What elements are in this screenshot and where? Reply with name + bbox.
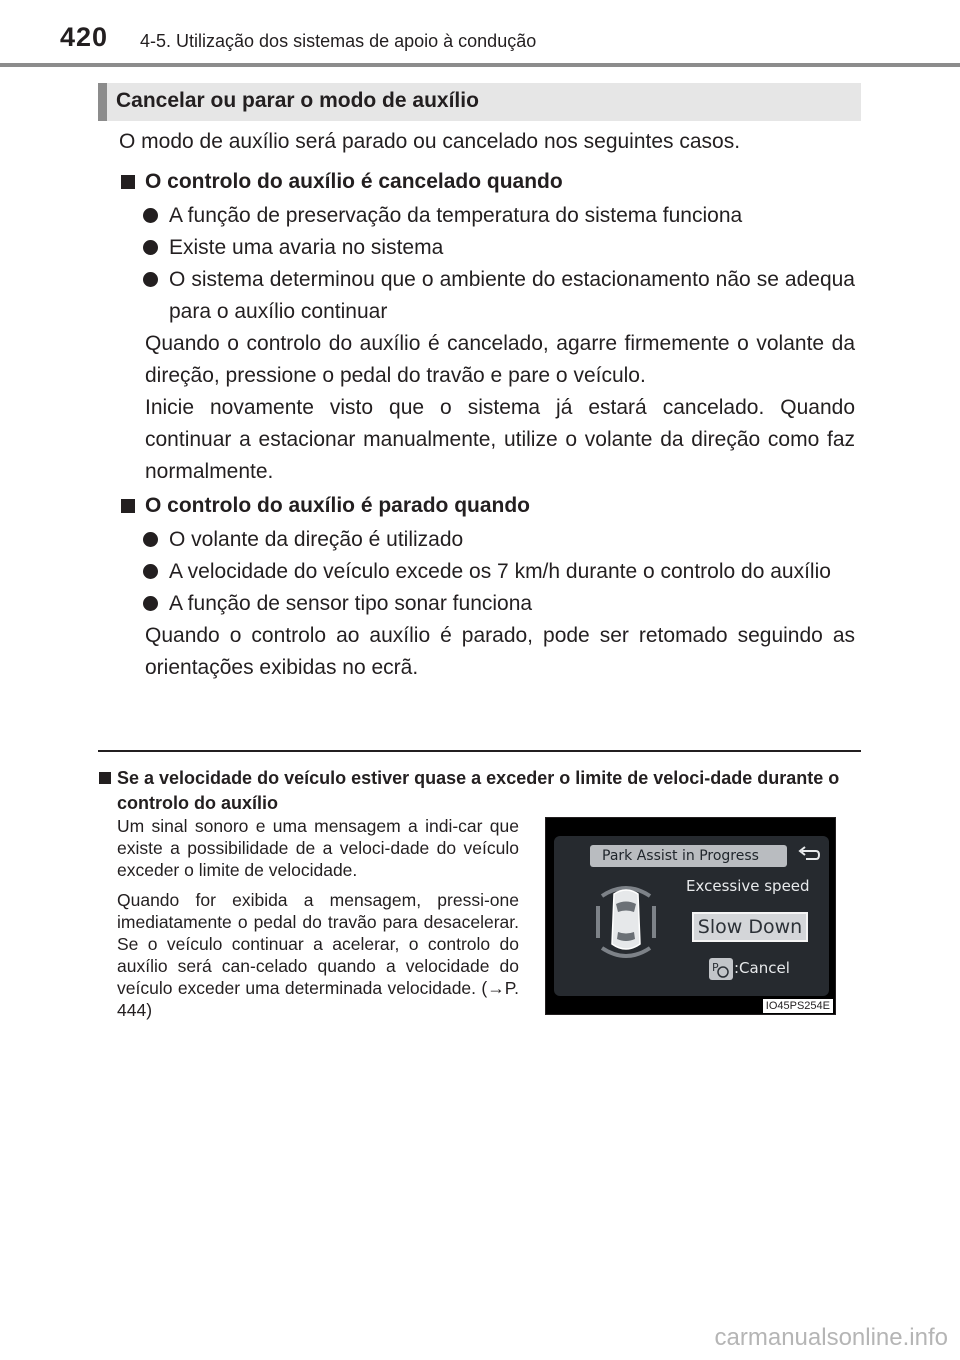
square-bullet-icon [99, 772, 111, 784]
round-bullet-icon [143, 208, 158, 223]
list-item-text: A função de sensor tipo sonar funciona [169, 592, 533, 615]
header-rule [0, 63, 960, 67]
car-sensor-icon [596, 882, 656, 962]
chapter-title: 4-5. Utilização dos sistemas de apoio à condução [140, 31, 537, 51]
list-item-text: A função de preservação da temperatura do sistema funciona [169, 204, 743, 227]
section-title-bar [98, 83, 861, 121]
section-title: Cancelar ou parar o modo de auxílio [116, 89, 479, 112]
note-heading [98, 766, 857, 816]
svg-text:P: P [712, 961, 719, 974]
subheading-text: O controlo do auxílio é cancelado quando [145, 170, 563, 193]
main-content [119, 126, 855, 684]
watermark: carmanualsonline.info [714, 1324, 948, 1351]
list-item [119, 264, 855, 328]
list-item [119, 556, 855, 588]
subheading-cancelled [119, 166, 855, 198]
list-item-text: O volante da direção é utilizado [169, 528, 464, 551]
warning-message: Excessive speed [686, 877, 810, 895]
round-bullet-icon [143, 596, 158, 611]
note-heading-text: Se a velocidade do veículo estiver quase a exceder o limite de veloci-dade durante o controlo do auxílio [117, 768, 840, 813]
cancel-label: :Cancel [734, 959, 790, 977]
intro-text: O modo de auxílio será parado ou cancelado nos seguintes casos. [119, 130, 741, 153]
section-marker [98, 83, 107, 121]
round-bullet-icon [143, 564, 158, 579]
round-bullet-icon [143, 240, 158, 255]
note-paragraph: Um sinal sonoro e uma mensagem a indi-car que existe a possibilidade de a veloci-dade do veículo exceder o limite de velocidade. [117, 816, 519, 880]
note-body [117, 815, 519, 1029]
body-paragraph: Quando o controlo do auxílio é cancelado, agarre firmemente o volante da direção, pressione o pedal do travão e pare o veículo. [145, 332, 855, 387]
section-divider [98, 750, 861, 752]
list-item-text: A velocidade do veículo excede os 7 km/h durante o controlo do auxílio [169, 560, 831, 583]
list-item [119, 200, 855, 232]
list-item-text: Existe uma avaria no sistema [169, 236, 444, 259]
slow-down-button: Slow Down [692, 912, 808, 942]
subheading-stopped [119, 490, 855, 522]
list-item-text: O sistema determinou que o ambiente do estacionamento não se adequa para o auxílio continuar [169, 268, 855, 323]
display-illustration [545, 817, 836, 1015]
round-bullet-icon [143, 272, 158, 287]
page-number: 420 [60, 22, 109, 52]
body-paragraph: Quando o controlo ao auxílio é parado, pode ser retomado seguindo as orientações exibidas no ecrã. [145, 624, 855, 679]
note-paragraph: Quando for exibida a mensagem, pressi-one imediatamente o pedal do travão para desacelerar. Se o veículo continuar a acelerar, o controlo do auxílio será can-celado quando a velocidade do veículo exceder uma determinada velocidade. (→P. 444) [117, 890, 519, 1020]
square-bullet-icon [121, 499, 135, 513]
round-bullet-icon [143, 532, 158, 547]
status-bar: Park Assist in Progress [590, 845, 787, 867]
subheading-text: O controlo do auxílio é parado quando [145, 494, 531, 517]
body-paragraph: Inicie novamente visto que o sistema já estará cancelado. Quando continuar a estacionar manualmente, utilize o volante da direção como faz normalmente. [145, 396, 855, 483]
square-bullet-icon [121, 175, 135, 189]
image-code: IO45PS254E [763, 999, 833, 1013]
list-item [119, 524, 855, 556]
list-item [119, 588, 855, 620]
list-item [119, 232, 855, 264]
return-arrow-icon [796, 845, 822, 867]
park-assist-switch-icon [709, 958, 733, 980]
